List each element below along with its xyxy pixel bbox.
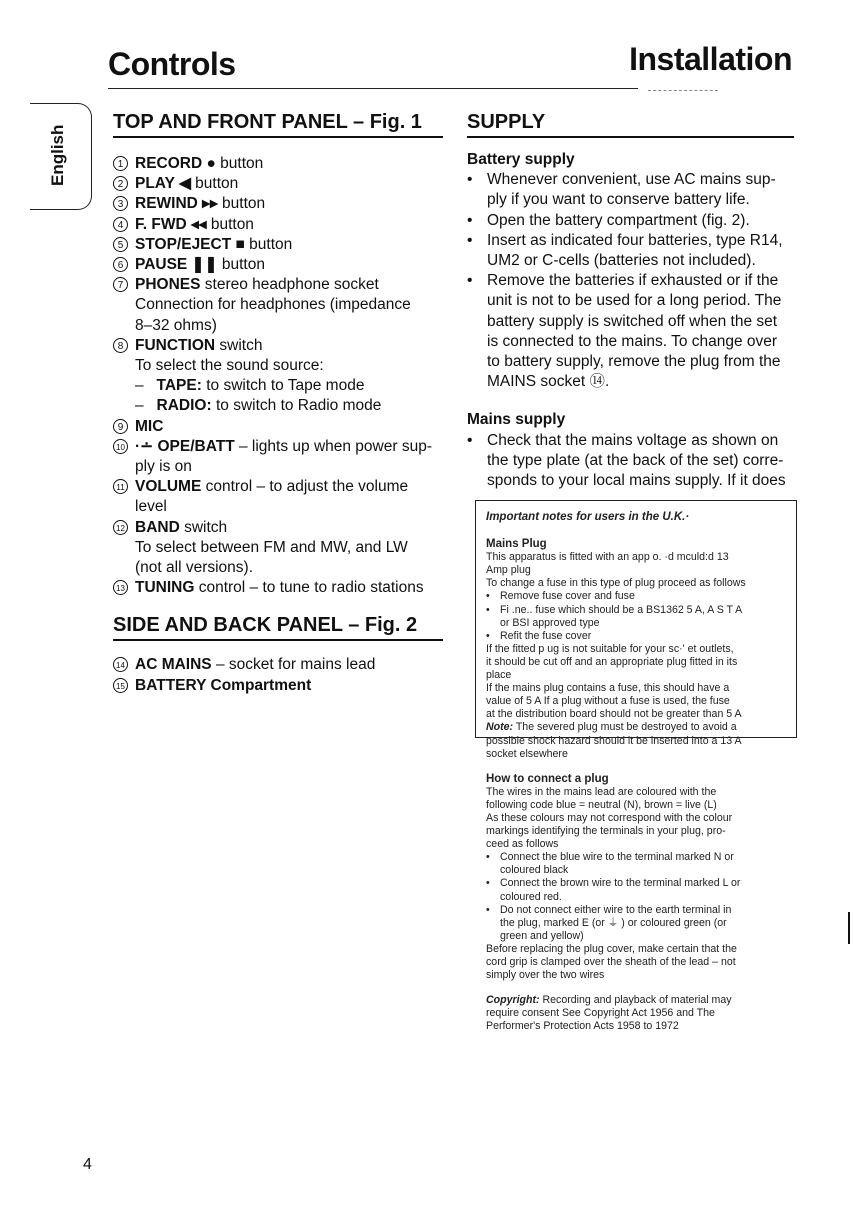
item-number: 1: [113, 156, 128, 171]
mains-bullets: [467, 431, 794, 492]
header-rule-dashed: [648, 90, 718, 91]
note-line: The wires in the mains lead are coloured with the: [486, 785, 717, 798]
battery-bullets: [467, 170, 794, 392]
mains-plug-title: Mains Plug: [486, 538, 547, 551]
list-item: 6 PAUSE ❚❚ button: [113, 255, 443, 275]
supply-column: [467, 111, 794, 491]
item-11-continued: level: [135, 498, 167, 516]
bullet-item: • Check that the mains voltage as shown on the type plate (at the back of the set) corre- sponds to your local mains supply. If it does: [467, 431, 794, 492]
bullet-item: • Connect the blue wire to the terminal marked N or coloured black: [486, 851, 734, 877]
list-item: 7 PHONES stereo headphone socket: [113, 275, 443, 295]
item-number: 7: [113, 277, 128, 292]
list-item: 10 ·∸ OPE/BATT – lights up when power sup-: [113, 437, 443, 457]
list-item: 3 REWIND ▸▸ button: [113, 194, 443, 214]
bullet-dot: •: [486, 603, 490, 616]
item-number: 9: [113, 419, 128, 434]
note-line: following code blue = neutral (N), brown = live (L): [486, 798, 717, 811]
header-rule: [108, 88, 638, 89]
bullet-item: • Refit the fuse cover: [486, 629, 592, 642]
item-number: 5: [113, 237, 128, 252]
note-line: cord grip is clamped over the sheath of the lead – not: [486, 956, 736, 968]
bullet-item: • Open the battery compartment (fig. 2).: [467, 211, 794, 231]
bullet-item: • Remove the batteries if exhausted or if the unit is not to be used for a long period. The battery supply is switched off when the set is connected to the mains. To change over to battery supply, remove the plug from the MAINS socket ⑭.: [467, 271, 794, 392]
list-item: 2 PLAY ◀ button: [113, 174, 443, 194]
bullet-dot: •: [467, 431, 473, 449]
controls-column: [113, 111, 443, 696]
note-line: To change a fuse in this type of plug proceed as follows: [486, 577, 746, 590]
item-number: 12: [113, 520, 128, 535]
tape-mode-line: – TAPE: to switch to Tape mode: [135, 377, 365, 395]
item-number: 13: [113, 580, 128, 595]
section-title-supply: SUPPLY: [467, 111, 794, 138]
notes-title: Important notes for users in the U.K.·: [486, 511, 690, 523]
item-number: 4: [113, 217, 128, 232]
note-line: If the mains plug contains a fuse, this should have a: [486, 682, 730, 695]
function-description: To select the sound source:: [135, 357, 324, 375]
bullet-item: • Connect the brown wire to the terminal marked L or coloured red.: [486, 877, 741, 903]
item-number: 3: [113, 196, 128, 211]
bullet-dot: •: [467, 211, 473, 229]
item-number: 2: [113, 176, 128, 191]
list-item: 15 BATTERY Compartment: [113, 676, 443, 696]
bullet-dot: •: [467, 171, 473, 189]
note-warning: Note: The severed plug must be destroyed to avoid a: [486, 721, 737, 734]
notes-body: This apparatus is fitted with an app o. ·d mculd:d 13 Amp plug To change a fuse in this type of plug proceed as follows • Remove fuse cover and fuse • Fi .ne.. fuse which should be a BS1362 5 A, A S T A or BSI approved type • Refit the fuse cover If the fitted p ug is not suitable for your sc·' et outlets, it should be cut off and an appropriate plug fitted in its place If the mains plug contains a fuse, this should have a value of 5 A If a plug without a fuse is used, the fuse at the distribution board should not be greater than 5 A Note: The severed plug must be destroyed to avoid a possible shock hazard should it be inserted into a 13 A socket elsewhere How to connect a plug The wires in the mains lead are coloured with the following code blue = neutral (N), brown = live (L) As these colours may not correspond with the colour markings identifying the terminals in your plug, pro- ceed as follows • Connect the blue wire to the terminal marked N or coloured black • Connect the brown wire to the terminal marked L or coloured red. • Do not connect either wire to the earth terminal in the plug, marked E (or ⏚ ) or coloured green (or green and yellow) Before replacing the plug cover, make certain that the cord grip is clamped over the sheath of the lead – not simply over the two wires Copyright: Recording and playback of material may require consent See Copyright Act 1956 and The Performer's Protection Acts 1958 to 1972: [486, 551, 786, 1033]
list-item: 9 MIC: [113, 417, 443, 437]
header-installation: Installation: [629, 41, 792, 77]
note-line: ceed as follows: [486, 838, 559, 851]
section-title-top-front: TOP AND FRONT PANEL – Fig. 1: [113, 111, 443, 138]
copyright-notice: Copyright: Recording and playback of material may: [486, 994, 732, 1007]
list-item: 13 TUNING control – to tune to radio stations: [113, 578, 443, 598]
radio-mode-line: – RADIO: to switch to Radio mode: [135, 397, 382, 415]
bullet-dot: •: [486, 903, 490, 916]
list-item: 14 AC MAINS – socket for mains lead: [113, 655, 443, 675]
uk-notes-box: [475, 500, 797, 1033]
bullet-dot: •: [486, 851, 490, 864]
item-12-continued: To select between FM and MW, and LW (not all versions).: [135, 538, 408, 577]
item-number: 15: [113, 678, 128, 693]
bullet-item: • Do not connect either wire to the earth terminal in the plug, marked E (or ⏚ ) or coloured green (or green and yellow): [486, 903, 732, 942]
controls-list: [113, 154, 443, 295]
item-number: 8: [113, 338, 128, 353]
note-line: at the distribution board should not be greater than 5 A: [486, 708, 742, 721]
margin-mark: [848, 912, 850, 944]
list-item: 5 STOP/EJECT ■ button: [113, 235, 443, 255]
page-number: 4: [83, 1156, 92, 1173]
bullet-dot: •: [486, 590, 490, 603]
bullet-item: • Remove fuse cover and fuse: [486, 590, 635, 603]
language-tab-label: English: [48, 124, 67, 186]
item-10-continued: ply is on: [135, 458, 192, 476]
note-line: This apparatus is fitted with an app o. ·d mculd:d 13: [486, 551, 729, 564]
list-item: 4 F. FWD ◂◂ button: [113, 215, 443, 235]
list-item: 11 VOLUME control – to adjust the volume: [113, 477, 443, 497]
note-line: As these colours may not correspond with the colour: [486, 811, 733, 824]
mains-supply-title: Mains supply: [467, 411, 566, 429]
section-title-side-back: SIDE AND BACK PANEL – Fig. 2: [113, 614, 443, 641]
bullet-dot: •: [467, 272, 473, 290]
bullet-dot: •: [467, 231, 473, 249]
note-line: it should be cut off and an appropriate plug fitted in its: [486, 655, 738, 668]
bullet-item: • Fi .ne.. fuse which should be a BS1362 5 A, A S T A or BSI approved type: [486, 603, 743, 629]
item-number: 10: [113, 439, 128, 454]
bullet-dot: •: [486, 629, 490, 642]
bullet-dot: •: [486, 877, 490, 890]
battery-supply-title: Battery supply: [467, 151, 575, 168]
item-number: 6: [113, 257, 128, 272]
list-item: 8 FUNCTION switch: [113, 336, 443, 356]
item-number: 14: [113, 657, 128, 672]
connect-plug-title: How to connect a plug: [486, 772, 609, 785]
bullet-item: • Insert as indicated four batteries, type R14, UM2 or C-cells (batteries not included).: [467, 231, 794, 271]
bullet-item: • Whenever convenient, use AC mains sup- ply if you want to conserve battery life.: [467, 170, 794, 210]
item-number: 11: [113, 479, 128, 494]
note-line: value of 5 A If a plug without a fuse is used, the fuse: [486, 695, 730, 708]
list-item: 1 RECORD ● button: [113, 154, 443, 174]
list-item: 12 BAND switch: [113, 518, 443, 538]
note-line: place: [486, 669, 512, 682]
note-line: Amp plug: [486, 564, 531, 577]
note-line: simply over the two wires: [486, 969, 605, 982]
header-controls: Controls: [108, 46, 236, 82]
note-line: If the fitted p ug is not suitable for your sc·' et outlets,: [486, 642, 734, 655]
note-line: markings identifying the terminals in your plug, pro-: [486, 825, 726, 838]
note-line: Before replacing the plug cover, make certain that the: [486, 942, 737, 955]
phones-description: Connection for headphones (impedance 8–32 ohms): [135, 296, 411, 334]
